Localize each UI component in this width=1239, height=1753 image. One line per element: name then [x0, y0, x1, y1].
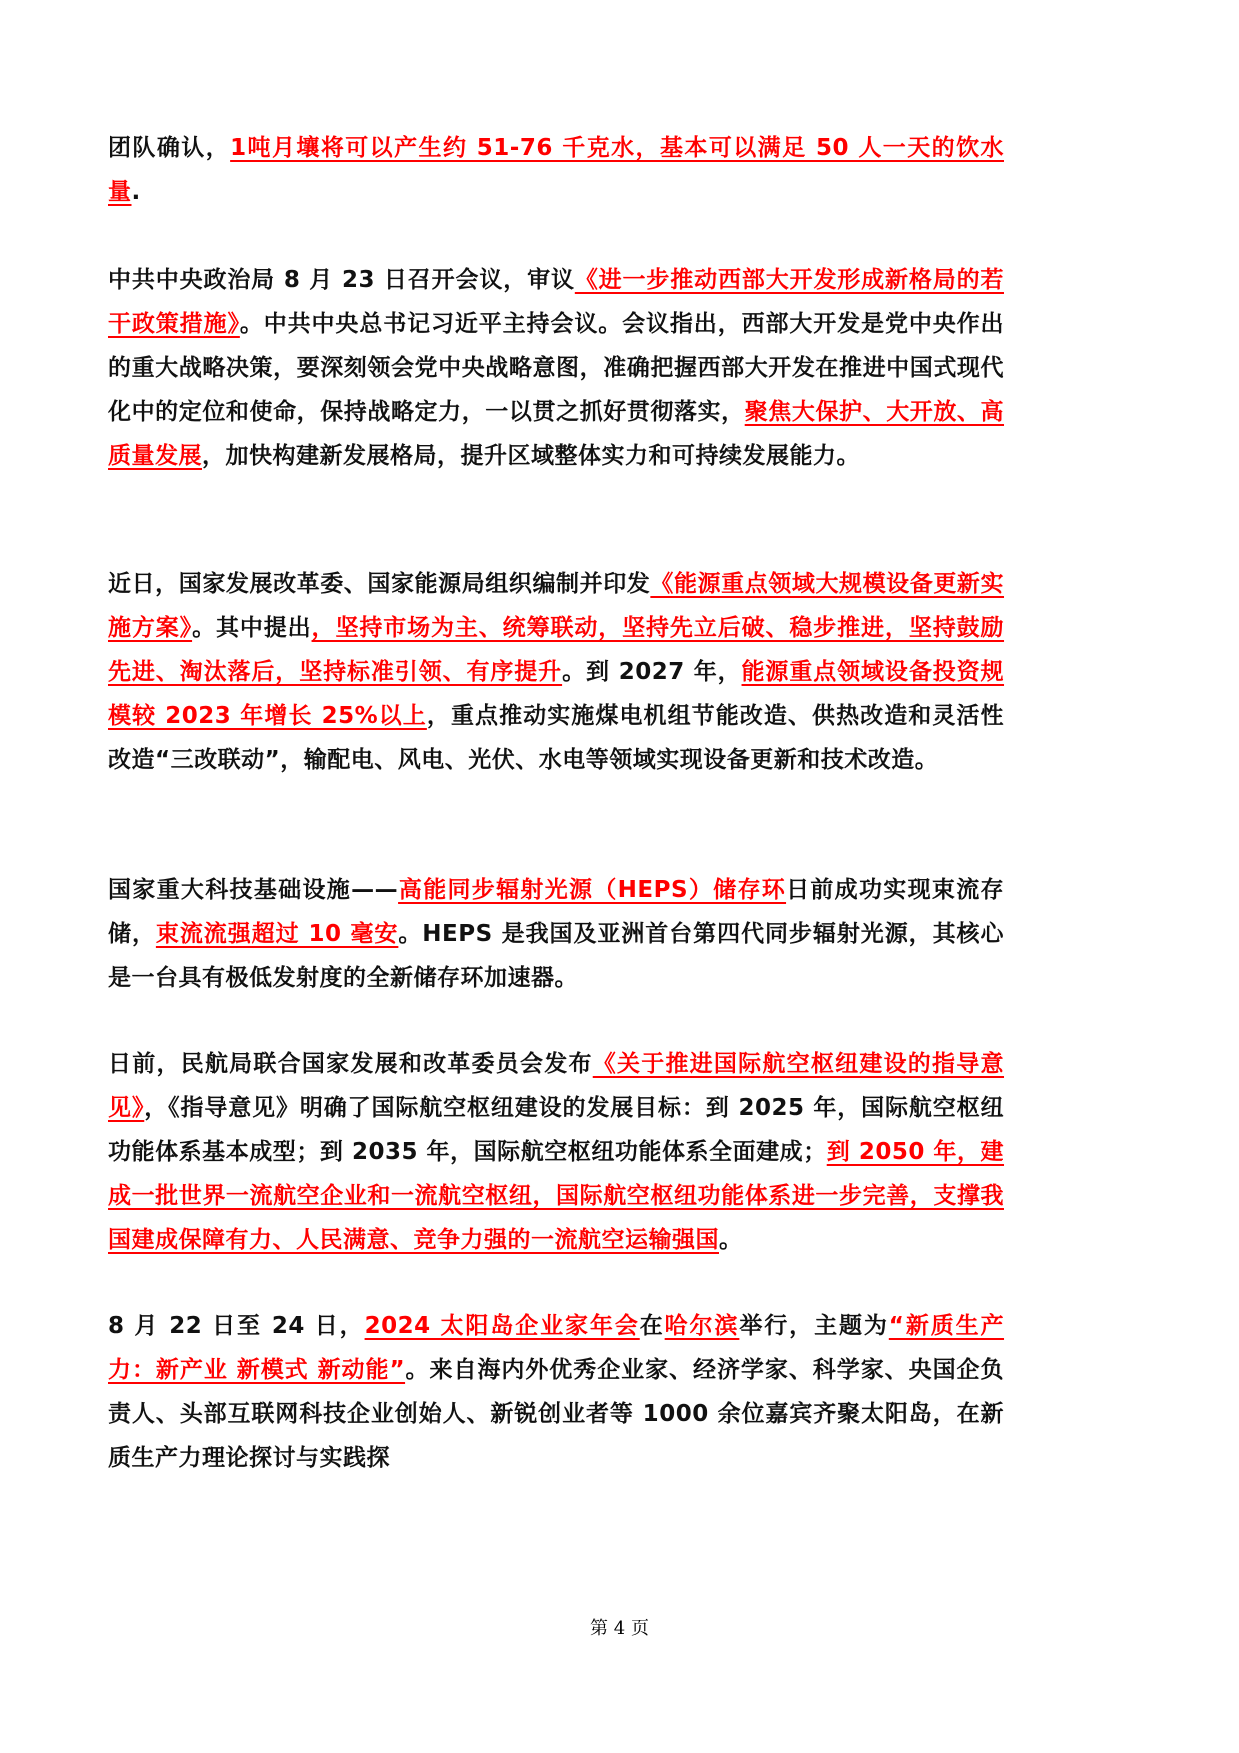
highlighted-text: 《关于推进国际航空枢纽建设的指导意见》 — [108, 1051, 1005, 1121]
highlighted-text: 《进一步推动西部大开发形成新格局的若干政策措施》 — [108, 267, 1004, 337]
page-number: 第 4 页 — [590, 1618, 649, 1639]
text: 日前成功实现束流存储， — [108, 877, 1005, 947]
text: . — [131, 179, 141, 205]
text: 日前，民航局联合国家发展和改革委员会发布 — [108, 1051, 593, 1077]
text: 举行，主题为 — [739, 1313, 889, 1339]
highlighted-text: 能源重点领域设备投资规模较 2023 年增长 25%以上 — [108, 659, 1005, 729]
text: 。到 2027 年， — [562, 659, 742, 685]
highlighted-text: 聚焦大保护、大开放、高质量发展 — [108, 399, 1005, 469]
highlighted-text: 束流流强超过 10 毫安 — [155, 921, 399, 947]
text: ，加快构建新发展格局，提升区域整体实力和可持续发展能力。 — [202, 443, 860, 469]
paragraph-sun-island-forum — [108, 1304, 1004, 1480]
paragraph-aviation-hub — [108, 1042, 1004, 1262]
highlighted-text: 到 2050 年，建成一批世界一流航空企业和一流航空枢纽，国际航空枢纽功能体系进一步完善，支撑我国建成保障有力、人民满意、竞争力强的一流航空运输强国 — [108, 1139, 1005, 1253]
text: 。HEPS 是我国及亚洲首台第四代同步辐射光源，其核心是一台具有极低发射度的全新储存环加速器。 — [108, 921, 1005, 991]
text: 。其中提出 — [192, 615, 312, 641]
text: ，《指导意见》明确了国际航空枢纽建设的发展目标：到 2025 年，国际航空枢纽功能体系基本成型；到 2035 年，国际航空枢纽功能体系全面建成； — [108, 1095, 1004, 1165]
paragraph-western-development — [108, 258, 1004, 478]
text: 。 — [719, 1227, 743, 1253]
text: 国家重大科技基础设施—— — [108, 877, 399, 903]
highlighted-text: 哈尔滨 — [664, 1313, 740, 1339]
paragraph-lunar-soil-water — [108, 126, 1004, 214]
text: 8 月 22 日至 24 日， — [108, 1313, 365, 1339]
text: 在 — [639, 1313, 665, 1339]
text: 。中共中央总书记习近平主持会议。会议指出，西部大开发是党中央作出的重大战略决策，要深刻领会党中央战略意图，准确把握西部大开发在推进中国式现代化中的定位和使命，保持战略定力，一以贯之抓好贯彻落实， — [108, 311, 1005, 425]
text: ，重点推动实施煤电机组节能改造、供热改造和灵活性改造“三改联动”，输配电、风电、光伏、水电等领域实现设备更新和技术改造。 — [108, 703, 1005, 773]
highlighted-text: ，坚持市场为主、统筹联动，坚持先立后破、稳步推进，坚持鼓励先进、淘汰落后，坚持标准引领、有序提升 — [108, 615, 1005, 685]
text: 中共中央政治局 8 月 23 日召开会议，审议 — [108, 267, 575, 293]
highlighted-text: 1吨月壤将可以产生约 51-76 千克水，基本可以满足 50 人一天的饮水量 — [108, 135, 1004, 205]
paragraph-energy-equipment — [108, 562, 1004, 782]
highlighted-text: 《能源重点领域大规模设备更新实施方案》 — [108, 571, 1005, 641]
text: 。来自海内外优秀企业家、经济学家、科学家、央国企负责人、头部互联网科技企业创始人、新锐创业者等 1000 余位嘉宾齐聚太阳岛，在新质生产力理论探讨与实践探 — [108, 1357, 1004, 1471]
highlighted-text: 2024 太阳岛企业家年会 — [364, 1313, 640, 1339]
text: 团队确认， — [108, 135, 231, 161]
highlighted-text: 高能同步辐射光源（HEPS）储存环 — [398, 877, 787, 903]
text: 近日，国家发展改革委、国家能源局组织编制并印发 — [108, 571, 651, 597]
highlighted-text: “新质生产力：新产业 新模式 新动能” — [108, 1313, 1005, 1383]
paragraph-heps — [108, 868, 1004, 1000]
